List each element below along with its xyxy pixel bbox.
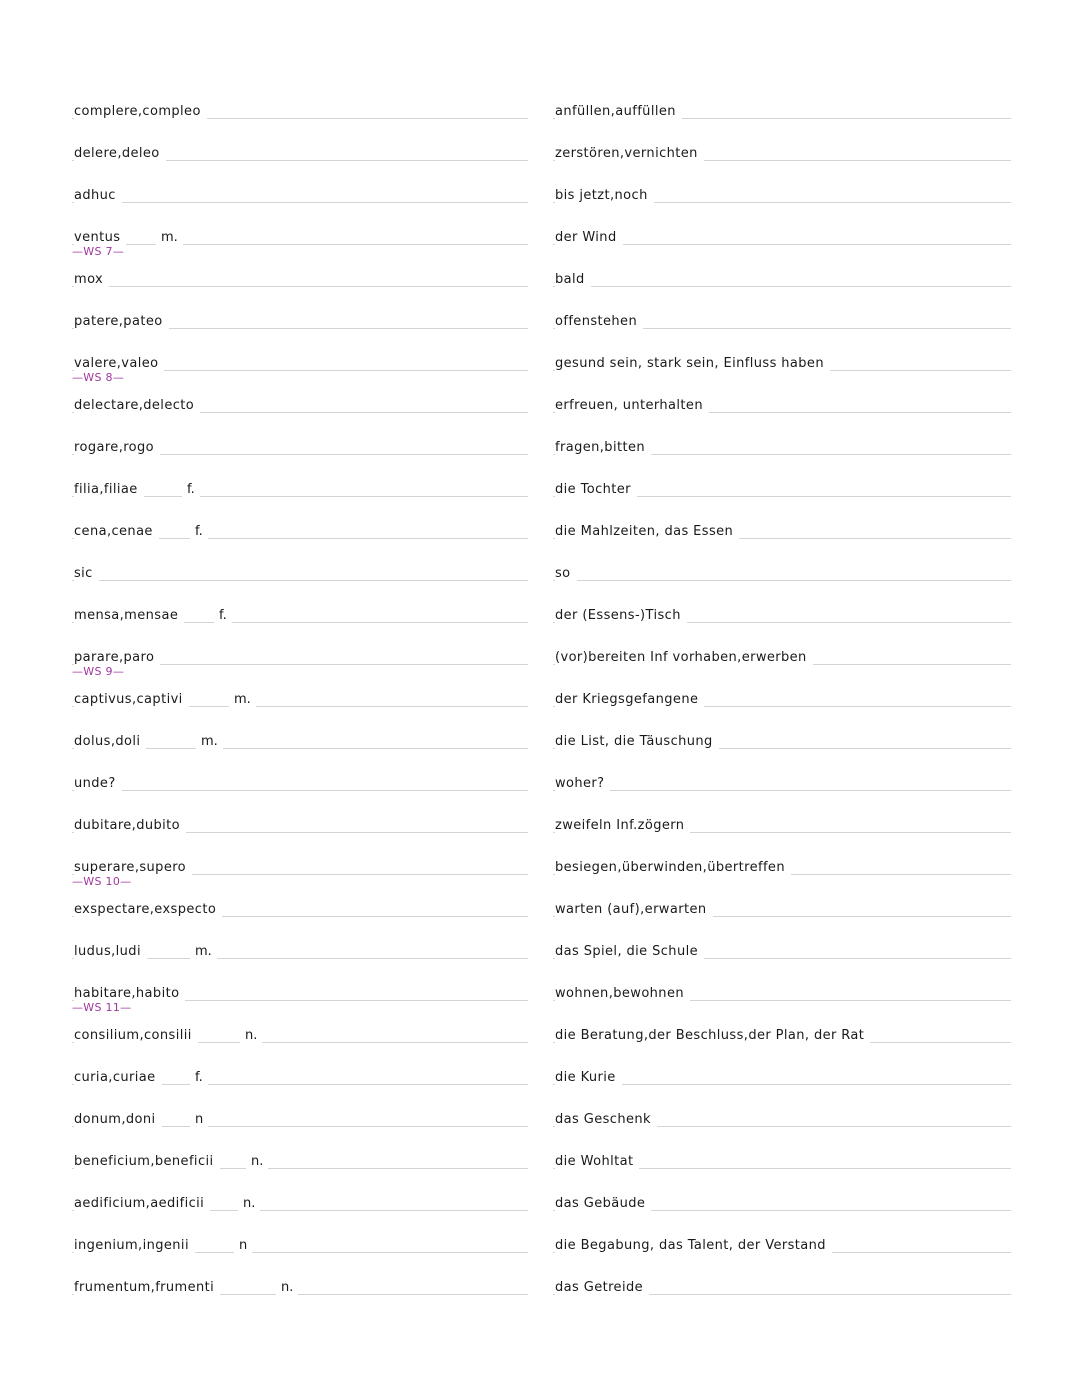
german-cell xyxy=(553,604,1011,646)
latin-word: habitare,habito xyxy=(74,987,185,1001)
latin-cell xyxy=(72,730,528,772)
ruled-line xyxy=(72,244,528,245)
vocab-row xyxy=(0,1024,1080,1066)
german-translation: wohnen,bewohnen xyxy=(555,987,690,1001)
vocab-row xyxy=(0,940,1080,982)
german-cell xyxy=(553,100,1011,142)
vocab-row xyxy=(0,352,1080,394)
vocab-row xyxy=(0,1276,1080,1318)
german-cell xyxy=(553,1150,1011,1192)
german-translation: das Getreide xyxy=(555,1281,649,1295)
vocab-row xyxy=(0,982,1080,1024)
german-cell xyxy=(553,772,1011,814)
german-cell xyxy=(553,982,1011,1024)
vocab-row xyxy=(0,394,1080,436)
vocab-row xyxy=(0,478,1080,520)
vocab-row xyxy=(0,268,1080,310)
german-cell xyxy=(553,226,1011,268)
latin-word: delectare,delecto xyxy=(74,399,200,413)
latin-cell xyxy=(72,982,528,1024)
latin-word: patere,pateo xyxy=(74,315,169,329)
gender-marker: f. xyxy=(214,609,232,623)
vocab-row xyxy=(0,520,1080,562)
vocab-row xyxy=(0,1192,1080,1234)
german-cell xyxy=(553,520,1011,562)
german-cell xyxy=(553,1024,1011,1066)
gender-marker: m. xyxy=(156,231,183,245)
german-translation: bis jetzt,noch xyxy=(555,189,654,203)
gender-marker: n xyxy=(234,1239,252,1253)
german-translation: der Wind xyxy=(555,231,623,245)
latin-word: valere,valeo xyxy=(74,357,164,371)
german-translation: anfüllen,auffüllen xyxy=(555,105,682,119)
latin-word: cena,cenae xyxy=(74,525,159,539)
ruled-line xyxy=(72,790,528,791)
german-translation: das Spiel, die Schule xyxy=(555,945,704,959)
gender-marker: n. xyxy=(238,1197,260,1211)
latin-word: ingenium,ingenii xyxy=(74,1239,195,1253)
german-cell xyxy=(553,898,1011,940)
ruled-line xyxy=(553,580,1011,581)
gender-marker: n. xyxy=(276,1281,298,1295)
latin-word: complere,compleo xyxy=(74,105,207,119)
vocab-row xyxy=(0,1108,1080,1150)
vocab-row xyxy=(0,310,1080,352)
latin-word: ventus xyxy=(74,231,126,245)
latin-word: ludus,ludi xyxy=(74,945,147,959)
german-translation: zweifeln Inf.zögern xyxy=(555,819,690,833)
latin-cell xyxy=(72,436,528,478)
german-cell xyxy=(553,562,1011,604)
german-cell xyxy=(553,646,1011,688)
gender-marker: n xyxy=(190,1113,208,1127)
german-cell xyxy=(553,142,1011,184)
german-translation: erfreuen, unterhalten xyxy=(555,399,709,413)
ws-marker: —WS 7— xyxy=(72,245,125,258)
german-translation: die Beratung,der Beschluss,der Plan, der Rat xyxy=(555,1029,870,1043)
gender-marker: n. xyxy=(246,1155,268,1169)
latin-cell xyxy=(72,1150,528,1192)
german-cell xyxy=(553,1234,1011,1276)
latin-cell xyxy=(72,268,528,310)
latin-cell xyxy=(72,520,528,562)
ws-marker: —WS 9— xyxy=(72,665,125,678)
latin-word: parare,paro xyxy=(74,651,160,665)
vocab-row xyxy=(0,562,1080,604)
german-translation: die Wohltat xyxy=(555,1155,639,1169)
latin-word: sic xyxy=(74,567,99,581)
gender-marker: f. xyxy=(190,1071,208,1085)
latin-cell xyxy=(72,1024,528,1066)
ruled-line xyxy=(553,1084,1011,1085)
ruled-line xyxy=(553,790,1011,791)
latin-cell xyxy=(72,814,528,856)
german-cell xyxy=(553,478,1011,520)
latin-word: donum,doni xyxy=(74,1113,162,1127)
vocab-row xyxy=(0,142,1080,184)
latin-cell xyxy=(72,352,528,394)
latin-word: beneficium,beneficii xyxy=(74,1155,220,1169)
latin-cell xyxy=(72,226,528,268)
gender-marker: f. xyxy=(190,525,208,539)
latin-word: superare,supero xyxy=(74,861,192,875)
german-cell xyxy=(553,394,1011,436)
latin-word: delere,deleo xyxy=(74,147,166,161)
german-translation: gesund sein, stark sein, Einfluss haben xyxy=(555,357,830,371)
german-translation: die List, die Täuschung xyxy=(555,735,719,749)
latin-word: aedificium,aedificii xyxy=(74,1197,210,1211)
latin-word: frumentum,frumenti xyxy=(74,1281,220,1295)
german-translation: offenstehen xyxy=(555,315,643,329)
german-translation: die Kurie xyxy=(555,1071,622,1085)
german-translation: so xyxy=(555,567,577,581)
german-translation: die Begabung, das Talent, der Verstand xyxy=(555,1239,832,1253)
german-cell xyxy=(553,1066,1011,1108)
vocab-row xyxy=(0,100,1080,142)
latin-cell xyxy=(72,688,528,730)
vocab-row xyxy=(0,1150,1080,1192)
latin-word: captivus,captivi xyxy=(74,693,189,707)
gender-marker: m. xyxy=(190,945,217,959)
vocab-row xyxy=(0,814,1080,856)
vocab-row xyxy=(0,184,1080,226)
vocab-row xyxy=(0,898,1080,940)
german-translation: die Mahlzeiten, das Essen xyxy=(555,525,739,539)
german-cell xyxy=(553,940,1011,982)
german-translation: zerstören,vernichten xyxy=(555,147,704,161)
german-cell xyxy=(553,184,1011,226)
latin-word: exspectare,exspecto xyxy=(74,903,222,917)
german-translation: besiegen,überwinden,übertreffen xyxy=(555,861,791,875)
vocab-row xyxy=(0,856,1080,898)
vocab-row xyxy=(0,730,1080,772)
latin-cell xyxy=(72,604,528,646)
ruled-line xyxy=(72,580,528,581)
gender-marker: n. xyxy=(240,1029,262,1043)
german-cell xyxy=(553,1108,1011,1150)
latin-cell xyxy=(72,772,528,814)
german-cell xyxy=(553,814,1011,856)
german-translation: das Gebäude xyxy=(555,1197,651,1211)
german-cell xyxy=(553,856,1011,898)
vocab-row xyxy=(0,1066,1080,1108)
vocab-row xyxy=(0,646,1080,688)
latin-word: dolus,doli xyxy=(74,735,146,749)
latin-cell xyxy=(72,184,528,226)
latin-cell xyxy=(72,100,528,142)
latin-cell xyxy=(72,1066,528,1108)
ruled-line xyxy=(72,202,528,203)
latin-word: mensa,mensae xyxy=(74,609,184,623)
german-translation: (vor)bereiten Inf vorhaben,erwerben xyxy=(555,651,813,665)
vocab-row xyxy=(0,688,1080,730)
latin-word: dubitare,dubito xyxy=(74,819,186,833)
latin-cell xyxy=(72,310,528,352)
latin-cell xyxy=(72,1192,528,1234)
german-cell xyxy=(553,688,1011,730)
latin-word: adhuc xyxy=(74,189,122,203)
vocab-row xyxy=(0,436,1080,478)
vocab-row xyxy=(0,604,1080,646)
latin-word: consilium,consilii xyxy=(74,1029,198,1043)
latin-word: filia,filiae xyxy=(74,483,144,497)
gender-marker: m. xyxy=(229,693,256,707)
latin-cell xyxy=(72,1276,528,1318)
vocab-row xyxy=(0,772,1080,814)
latin-word: unde? xyxy=(74,777,122,791)
latin-word: mox xyxy=(74,273,109,287)
german-translation: das Geschenk xyxy=(555,1113,657,1127)
german-cell xyxy=(553,1192,1011,1234)
latin-cell xyxy=(72,646,528,688)
german-translation: fragen,bitten xyxy=(555,441,651,455)
german-translation: der Kriegsgefangene xyxy=(555,693,704,707)
vocab-list xyxy=(0,100,1080,1318)
german-cell xyxy=(553,352,1011,394)
latin-cell xyxy=(72,394,528,436)
latin-cell xyxy=(72,898,528,940)
latin-word: curia,curiae xyxy=(74,1071,162,1085)
ruled-line xyxy=(72,286,528,287)
gender-marker: m. xyxy=(196,735,223,749)
german-cell xyxy=(553,310,1011,352)
vocab-row xyxy=(0,1234,1080,1276)
latin-cell xyxy=(72,142,528,184)
german-translation: der (Essens-)Tisch xyxy=(555,609,687,623)
latin-cell xyxy=(72,940,528,982)
german-translation: warten (auf),erwarten xyxy=(555,903,713,917)
german-translation: bald xyxy=(555,273,591,287)
ruled-line xyxy=(553,286,1011,287)
ws-marker: —WS 10— xyxy=(72,875,132,888)
latin-cell xyxy=(72,856,528,898)
german-translation: die Tochter xyxy=(555,483,637,497)
latin-word: rogare,rogo xyxy=(74,441,160,455)
german-cell xyxy=(553,268,1011,310)
vocab-row xyxy=(0,226,1080,268)
gender-marker: f. xyxy=(182,483,200,497)
german-cell xyxy=(553,436,1011,478)
german-translation: woher? xyxy=(555,777,610,791)
german-cell xyxy=(553,1276,1011,1318)
german-cell xyxy=(553,730,1011,772)
ws-marker: —WS 8— xyxy=(72,371,125,384)
latin-cell xyxy=(72,562,528,604)
latin-cell xyxy=(72,1234,528,1276)
latin-cell xyxy=(72,478,528,520)
latin-cell xyxy=(72,1108,528,1150)
ws-marker: —WS 11— xyxy=(72,1001,132,1014)
